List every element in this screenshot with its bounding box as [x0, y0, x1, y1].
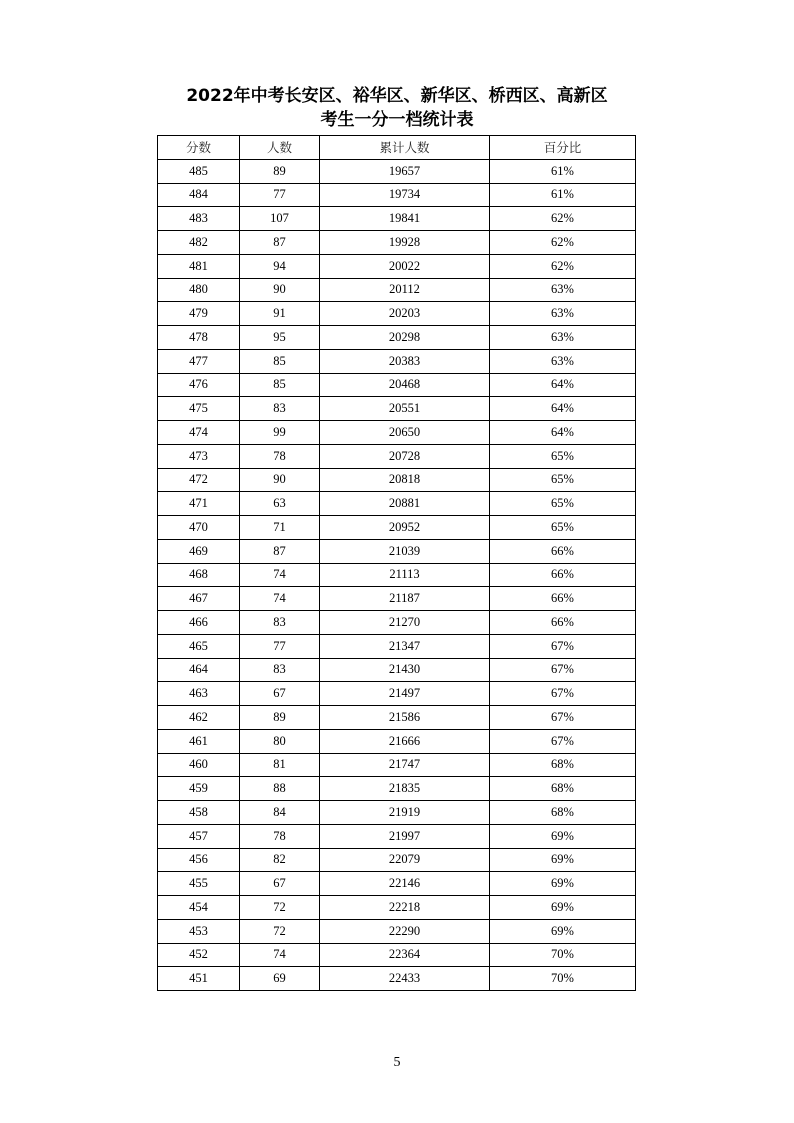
cell-count: 84 [240, 801, 320, 825]
cell-count: 69 [240, 967, 320, 991]
cell-score: 478 [158, 326, 240, 350]
cell-cumulative: 20468 [320, 373, 490, 397]
cell-cumulative: 20881 [320, 492, 490, 516]
cell-score: 457 [158, 824, 240, 848]
cell-percentage: 63% [490, 278, 636, 302]
table-row [158, 777, 636, 801]
cell-cumulative: 22433 [320, 967, 490, 991]
cell-cumulative: 21430 [320, 658, 490, 682]
table-row [158, 682, 636, 706]
cell-score: 467 [158, 587, 240, 611]
cell-count: 74 [240, 943, 320, 967]
table-row [158, 563, 636, 587]
table-row [158, 278, 636, 302]
cell-count: 90 [240, 468, 320, 492]
cell-percentage: 61% [490, 159, 636, 183]
cell-percentage: 70% [490, 967, 636, 991]
cell-cumulative: 21586 [320, 706, 490, 730]
table-row [158, 753, 636, 777]
cell-percentage: 66% [490, 539, 636, 563]
cell-count: 63 [240, 492, 320, 516]
table-row [158, 444, 636, 468]
cell-score: 474 [158, 421, 240, 445]
cell-score: 463 [158, 682, 240, 706]
cell-cumulative: 20650 [320, 421, 490, 445]
cell-score: 462 [158, 706, 240, 730]
cell-percentage: 67% [490, 682, 636, 706]
table-row [158, 468, 636, 492]
cell-percentage: 64% [490, 373, 636, 397]
cell-count: 78 [240, 824, 320, 848]
cell-count: 90 [240, 278, 320, 302]
cell-score: 466 [158, 611, 240, 635]
cell-percentage: 64% [490, 397, 636, 421]
cell-count: 89 [240, 159, 320, 183]
cell-percentage: 62% [490, 207, 636, 231]
cell-cumulative: 21997 [320, 824, 490, 848]
cell-count: 82 [240, 848, 320, 872]
cell-percentage: 70% [490, 943, 636, 967]
cell-score: 477 [158, 349, 240, 373]
cell-count: 67 [240, 872, 320, 896]
table-row [158, 967, 636, 991]
cell-percentage: 69% [490, 896, 636, 920]
cell-cumulative: 22364 [320, 943, 490, 967]
table-row [158, 254, 636, 278]
table-row [158, 872, 636, 896]
header-percentage: 百分比 [490, 136, 636, 160]
cell-cumulative: 19841 [320, 207, 490, 231]
cell-count: 83 [240, 611, 320, 635]
table-row [158, 207, 636, 231]
cell-count: 107 [240, 207, 320, 231]
cell-count: 89 [240, 706, 320, 730]
table-header-row [158, 136, 636, 160]
cell-cumulative: 20112 [320, 278, 490, 302]
cell-count: 67 [240, 682, 320, 706]
cell-cumulative: 21347 [320, 634, 490, 658]
cell-cumulative: 22079 [320, 848, 490, 872]
cell-cumulative: 22290 [320, 919, 490, 943]
cell-count: 72 [240, 896, 320, 920]
cell-score: 464 [158, 658, 240, 682]
document-title [0, 84, 794, 132]
cell-score: 453 [158, 919, 240, 943]
cell-count: 77 [240, 183, 320, 207]
cell-percentage: 64% [490, 421, 636, 445]
cell-score: 451 [158, 967, 240, 991]
table-row [158, 801, 636, 825]
cell-cumulative: 22146 [320, 872, 490, 896]
cell-count: 94 [240, 254, 320, 278]
cell-score: 454 [158, 896, 240, 920]
cell-cumulative: 20551 [320, 397, 490, 421]
table-row [158, 326, 636, 350]
cell-percentage: 63% [490, 349, 636, 373]
cell-count: 71 [240, 516, 320, 540]
cell-score: 455 [158, 872, 240, 896]
table-row [158, 587, 636, 611]
cell-score: 461 [158, 729, 240, 753]
cell-count: 81 [240, 753, 320, 777]
cell-cumulative: 21113 [320, 563, 490, 587]
table-row [158, 349, 636, 373]
cell-cumulative: 21835 [320, 777, 490, 801]
cell-score: 465 [158, 634, 240, 658]
cell-count: 87 [240, 231, 320, 255]
cell-score: 475 [158, 397, 240, 421]
cell-percentage: 66% [490, 563, 636, 587]
cell-score: 472 [158, 468, 240, 492]
table-row [158, 539, 636, 563]
cell-percentage: 65% [490, 468, 636, 492]
score-distribution-table [157, 135, 636, 991]
table-row [158, 706, 636, 730]
cell-cumulative: 20022 [320, 254, 490, 278]
cell-score: 473 [158, 444, 240, 468]
cell-cumulative: 21270 [320, 611, 490, 635]
cell-count: 85 [240, 349, 320, 373]
cell-count: 87 [240, 539, 320, 563]
cell-cumulative: 19734 [320, 183, 490, 207]
cell-percentage: 65% [490, 516, 636, 540]
cell-percentage: 68% [490, 777, 636, 801]
cell-percentage: 68% [490, 753, 636, 777]
cell-percentage: 62% [490, 254, 636, 278]
cell-cumulative: 20203 [320, 302, 490, 326]
cell-cumulative: 19657 [320, 159, 490, 183]
table-row [158, 373, 636, 397]
cell-score: 452 [158, 943, 240, 967]
cell-score: 483 [158, 207, 240, 231]
cell-count: 85 [240, 373, 320, 397]
cell-score: 456 [158, 848, 240, 872]
cell-count: 83 [240, 397, 320, 421]
cell-cumulative: 21747 [320, 753, 490, 777]
table-row [158, 658, 636, 682]
table-row [158, 231, 636, 255]
cell-score: 479 [158, 302, 240, 326]
cell-score: 459 [158, 777, 240, 801]
cell-percentage: 63% [490, 326, 636, 350]
cell-percentage: 63% [490, 302, 636, 326]
cell-score: 476 [158, 373, 240, 397]
cell-percentage: 62% [490, 231, 636, 255]
header-score: 分数 [158, 136, 240, 160]
cell-cumulative: 20952 [320, 516, 490, 540]
cell-cumulative: 20383 [320, 349, 490, 373]
table-row [158, 611, 636, 635]
cell-percentage: 65% [490, 444, 636, 468]
header-count: 人数 [240, 136, 320, 160]
cell-score: 480 [158, 278, 240, 302]
cell-score: 482 [158, 231, 240, 255]
table-row [158, 729, 636, 753]
cell-percentage: 69% [490, 872, 636, 896]
cell-score: 469 [158, 539, 240, 563]
cell-count: 72 [240, 919, 320, 943]
cell-percentage: 65% [490, 492, 636, 516]
page-number: 5 [393, 1055, 401, 1070]
cell-percentage: 66% [490, 611, 636, 635]
cell-cumulative: 19928 [320, 231, 490, 255]
table-row [158, 896, 636, 920]
cell-cumulative: 22218 [320, 896, 490, 920]
cell-score: 471 [158, 492, 240, 516]
cell-count: 74 [240, 563, 320, 587]
cell-percentage: 69% [490, 824, 636, 848]
cell-cumulative: 20818 [320, 468, 490, 492]
cell-percentage: 69% [490, 848, 636, 872]
cell-cumulative: 20298 [320, 326, 490, 350]
cell-count: 80 [240, 729, 320, 753]
table-row [158, 943, 636, 967]
cell-percentage: 66% [490, 587, 636, 611]
cell-percentage: 68% [490, 801, 636, 825]
cell-percentage: 67% [490, 729, 636, 753]
cell-cumulative: 21039 [320, 539, 490, 563]
table-row [158, 492, 636, 516]
header-cumulative: 累计人数 [320, 136, 490, 160]
table-row [158, 183, 636, 207]
cell-cumulative: 21497 [320, 682, 490, 706]
cell-count: 74 [240, 587, 320, 611]
table-row [158, 634, 636, 658]
cell-score: 484 [158, 183, 240, 207]
cell-score: 458 [158, 801, 240, 825]
cell-cumulative: 20728 [320, 444, 490, 468]
table-body [158, 159, 636, 990]
cell-score: 485 [158, 159, 240, 183]
cell-count: 99 [240, 421, 320, 445]
cell-percentage: 67% [490, 706, 636, 730]
table-row [158, 919, 636, 943]
title-line-2: 考生一分一档统计表 [320, 110, 474, 130]
cell-percentage: 67% [490, 658, 636, 682]
table-row [158, 848, 636, 872]
cell-percentage: 69% [490, 919, 636, 943]
cell-percentage: 67% [490, 634, 636, 658]
table-row [158, 824, 636, 848]
cell-percentage: 61% [490, 183, 636, 207]
table-row [158, 159, 636, 183]
cell-score: 460 [158, 753, 240, 777]
table-row [158, 516, 636, 540]
cell-count: 91 [240, 302, 320, 326]
title-line-1: 2022年中考长安区、裕华区、新华区、桥西区、高新区 [186, 86, 608, 106]
table-row [158, 302, 636, 326]
cell-count: 83 [240, 658, 320, 682]
cell-score: 470 [158, 516, 240, 540]
cell-cumulative: 21919 [320, 801, 490, 825]
cell-count: 95 [240, 326, 320, 350]
table-row [158, 421, 636, 445]
cell-score: 468 [158, 563, 240, 587]
cell-cumulative: 21187 [320, 587, 490, 611]
cell-score: 481 [158, 254, 240, 278]
cell-cumulative: 21666 [320, 729, 490, 753]
cell-count: 77 [240, 634, 320, 658]
table-row [158, 397, 636, 421]
cell-count: 78 [240, 444, 320, 468]
cell-count: 88 [240, 777, 320, 801]
